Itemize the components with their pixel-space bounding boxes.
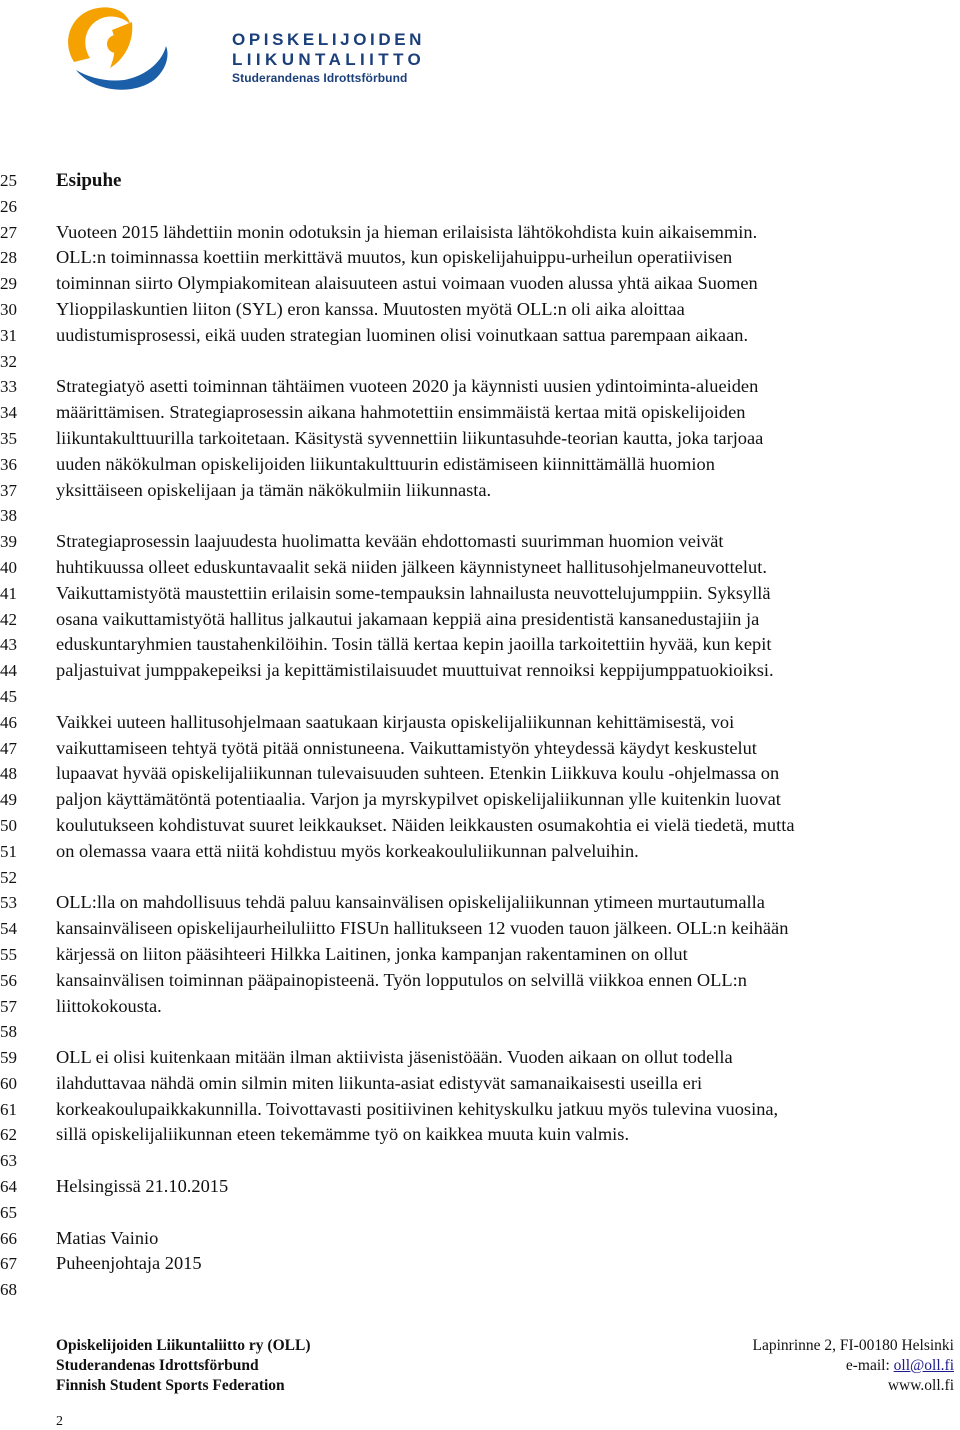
line-number: 34 <box>0 403 17 423</box>
line-number: 60 <box>0 1073 17 1093</box>
text-line: uudistumisprosessi, eikä uuden strategian luominen olisi voinutkaan sattua parempaan aikaan. <box>56 324 749 345</box>
line-number: 49 <box>0 790 17 810</box>
line-number: 37 <box>0 480 17 500</box>
footer-website[interactable]: www.oll.fi <box>887 1377 954 1394</box>
text-line: toiminnan siirto Olympiakomitean alaisuuteen astui voimaan vuoden alussa yhtä aikaa Suomen <box>56 273 758 294</box>
line-number: 44 <box>0 661 17 681</box>
text-line: vaikuttamiseen tehtyä työtä pitää onnistuneena. Vaikuttamistyön yhteydessä käydyt keskustelut <box>56 737 757 758</box>
text-line: yksittäiseen opiskelijaan ja tämän näkökulmiin liikunnasta. <box>56 479 492 500</box>
text-line: kansainväliseen opiskelijaurheiluliitto FISUn hallitukseen 12 vuoden tauon jälkeen. OLL:n keihään <box>56 918 789 939</box>
organization-logo <box>54 0 426 100</box>
text-line: huhtikuussa olleet eduskuntavaalit sekä niiden jälkeen käynnistyneet hallitusohjelmaneuvottelut. <box>56 556 767 577</box>
line-number: 62 <box>0 1125 17 1145</box>
footer-org-name-en: Finnish Student Sports Federation <box>56 1377 285 1394</box>
text-line: on olemassa vaara että niitä kohdistuu myös korkeakoululiikunnan palveluihin. <box>56 840 639 861</box>
line-number: 57 <box>0 996 17 1016</box>
text-line: koulutukseen kohdistuvat suuret leikkaukset. Näiden leikkausten osumakohtia ei vielä tiedetä, mutta <box>56 814 795 835</box>
line-number: 67 <box>0 1254 17 1274</box>
text-line: Vaikkei uuteen hallitusohjelmaan saatukaan kirjausta opiskelijaliikunnan kehittämisestä, voi <box>56 711 735 732</box>
line-number: 30 <box>0 299 17 319</box>
text-line: osana vaikuttamistyötä hallitus jalkautui jakamaan keppiä aina presidentistä kansanedustajiin ja <box>56 608 760 629</box>
line-number: 28 <box>0 248 17 268</box>
text-line: ilahduttavaa nähdä omin silmin miten liikunta-asiat edistyvät samanaikaisesti useilla eri <box>56 1072 703 1093</box>
line-number: 36 <box>0 454 17 474</box>
text-line: Ylioppilaskuntien liiton (SYL) eron kanssa. Muutosten myötä OLL:n oli aika aloittaa <box>56 298 685 319</box>
footer-address: Lapinrinne 2, FI-00180 Helsinki <box>752 1337 954 1354</box>
line-number: 50 <box>0 815 17 835</box>
line-number: 64 <box>0 1177 17 1197</box>
text-line: paljon käyttämätöntä potentiaalia. Varjon ja myrskypilvet opiskelijaliikunnan ylle kuitenkin luovat <box>56 789 781 810</box>
document-body <box>56 168 956 1303</box>
text-line: kansainvälisen toiminnan pääpainopisteenä. Työn lopputulos on selvillä viikkoa ennen OLL:n <box>56 969 747 990</box>
line-number: 25 <box>0 171 17 190</box>
text-line: määrittämisen. Strategiaprosessin aikana hahmotettiin ensimmäistä kertaa mitä opiskelijoiden <box>56 402 746 423</box>
text-line: uuden näkökulman opiskelijoiden liikuntakulttuurin edistämiseen kiinnittämällä huomion <box>56 453 715 474</box>
logo-subtitle: Studerandenas Idrottsförbund <box>232 71 408 85</box>
text-line <box>56 349 956 375</box>
footer-organization <box>56 1336 311 1396</box>
footer-email-line <box>753 1356 954 1376</box>
text-line <box>56 194 956 220</box>
line-number: 61 <box>0 1099 17 1119</box>
line-number: 51 <box>0 841 17 861</box>
section-heading: Esipuhe <box>56 170 122 191</box>
logo-text <box>232 30 425 86</box>
line-number: 56 <box>0 970 17 990</box>
text-line: Strategiatyö asetti toiminnan tähtäimen vuoteen 2020 ja käynnisti uusien ydintoiminta-alueiden <box>56 376 759 397</box>
line-number: 29 <box>0 274 17 294</box>
line-number: 53 <box>0 893 17 913</box>
text-line: OLL:lla on mahdollisuus tehdä paluu kansainvälisen opiskelijaliikunnan ytimeen murtautumalla <box>56 892 765 913</box>
line-number: 52 <box>0 867 17 887</box>
text-line <box>56 1019 956 1045</box>
logo-title-line2: LIIKUNTALIITTO <box>232 50 426 69</box>
text-line: eduskuntaryhmien taustahenkilöihin. Tosin tällä kertaa kepin jaoilla tarkoitettiin hyvää, kun kepit <box>56 634 772 655</box>
text-line: Vaikuttamistyötä maustettiin erilaisin some-tempauksin lahnailusta neuvottelujumppiin. Syksyllä <box>56 582 771 603</box>
text-line: lupaavat hyvää opiskelijaliikunnan tulevaisuuden suhteen. Etenkin Liikkuva koulu -ohjelmassa on <box>56 763 780 784</box>
text-line: OLL:n toiminnassa koettiin merkittävä muutos, kun opiskelijahuippu-urheilun operatiivisen <box>56 247 733 268</box>
line-number: 40 <box>0 557 17 577</box>
page-number: 2 <box>56 1414 63 1429</box>
line-number: 39 <box>0 532 17 552</box>
text-line: liittokokousta. <box>56 995 162 1016</box>
line-number: 31 <box>0 325 17 345</box>
line-number: 26 <box>0 196 17 216</box>
line-number: 33 <box>0 377 17 397</box>
line-number: 27 <box>0 222 17 242</box>
line-number: 45 <box>0 686 17 706</box>
text-line: Helsingissä 21.10.2015 <box>56 1176 229 1197</box>
text-line: Vuoteen 2015 lähdettiin monin odotuksin ja hieman erilaisista lähtökohdista kuin aikaisemmin. <box>56 221 758 242</box>
text-line: paljastuivat jumppakepeiksi ja kepittämistilaisuudet muuttuivat rennoiksi keppijumppatuokioiksi. <box>56 660 774 681</box>
line-number: 66 <box>0 1228 17 1248</box>
line-number: 59 <box>0 1048 17 1068</box>
line-number: 54 <box>0 919 17 939</box>
line-number: 32 <box>0 351 17 371</box>
footer-org-name-fi: Opiskelijoiden Liikuntaliitto ry (OLL) <box>56 1337 311 1354</box>
text-line: liikuntakulttuurilla tarkoitetaan. Käsitystä syvennettiin liikuntasuhde-teorian kautta, joka tarjoaa <box>56 427 764 448</box>
logo-emblem-icon <box>54 0 184 100</box>
footer-email-link[interactable]: oll@oll.fi <box>893 1357 954 1374</box>
line-number: 55 <box>0 944 17 964</box>
text-line: sillä opiskelijaliikunnan eteen tekemämme työ on kaikkea muuta kuin valmis. <box>56 1124 630 1145</box>
line-number: 46 <box>0 712 17 732</box>
text-line <box>56 1148 956 1174</box>
line-number: 48 <box>0 764 17 784</box>
line-number: 35 <box>0 428 17 448</box>
text-line: OLL ei olisi kuitenkaan mitään ilman aktiivista jäsenistöään. Vuoden aikaan on ollut todella <box>56 1047 733 1068</box>
logo-title-line1: OPISKELIJOIDEN <box>232 30 426 49</box>
text-line: korkeakoulupaikkakunnilla. Toivottavasti positiivinen kehityskulku jatkuu myös tulevina vuosina, <box>56 1098 779 1119</box>
line-number: 68 <box>0 1280 17 1300</box>
line-number: 47 <box>0 738 17 758</box>
line-number: 65 <box>0 1202 17 1222</box>
text-line <box>56 1277 956 1303</box>
text-line: Puheenjohtaja 2015 <box>56 1253 202 1274</box>
text-line: Matias Vainio <box>56 1227 159 1248</box>
line-number: 43 <box>0 635 17 655</box>
text-line <box>56 503 956 529</box>
line-number: 38 <box>0 506 17 526</box>
text-line: Strategiaprosessin laajuudesta huolimatta kevään ehdottomasti suurimman huomion veivät <box>56 531 724 552</box>
text-line <box>56 865 956 891</box>
line-number: 63 <box>0 1151 17 1171</box>
footer-email-label: e-mail: <box>845 1357 894 1374</box>
text-line <box>56 1200 956 1226</box>
footer-org-name-sv: Studerandenas Idrottsförbund <box>56 1357 259 1374</box>
line-number: 41 <box>0 583 17 603</box>
line-number: 42 <box>0 609 17 629</box>
line-number: 58 <box>0 1022 17 1042</box>
text-line: kärjessä on liiton pääsihteeri Hilkka Laitinen, jonka kampanjan rakentaminen on ollut <box>56 943 688 964</box>
line-number-column <box>0 168 24 1303</box>
footer-contact <box>753 1336 954 1396</box>
text-line <box>56 684 956 710</box>
